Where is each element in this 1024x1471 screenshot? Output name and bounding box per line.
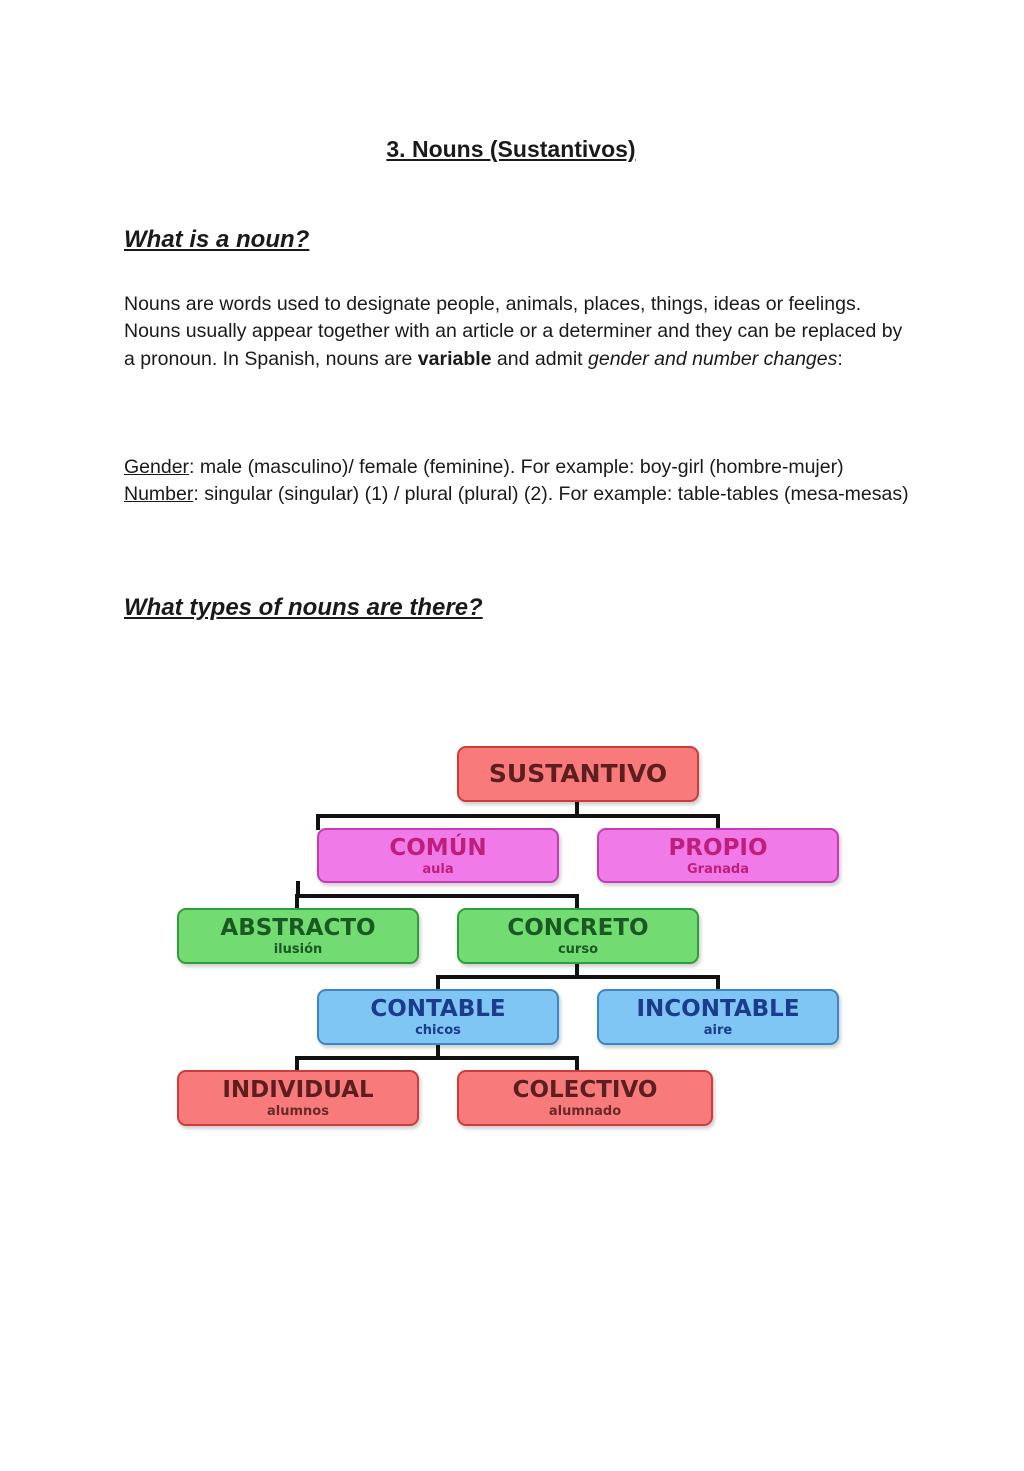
node-sustantivo [457, 746, 699, 802]
section-heading-what-is-a-noun: What is a noun? [124, 226, 310, 253]
node-comun [317, 828, 559, 883]
node-concreto-example: curso [557, 942, 599, 957]
node-concreto [457, 908, 699, 964]
gender-text: : male (masculino)/ female (feminine). For example: boy-girl (hombre-mujer) [189, 456, 844, 478]
section-heading-types-of-nouns: What types of nouns are there? [124, 594, 483, 621]
page-title: 3. Nouns (Sustantivos) [386, 136, 636, 162]
number-label: Number [124, 483, 194, 506]
intro-bold-variable: variable [417, 347, 492, 370]
noun-types-diagram [162, 732, 862, 1147]
node-incontable-label: INCONTABLE [636, 996, 800, 1022]
node-abstracto-example: ilusión [273, 942, 323, 957]
node-comun-example: aula [422, 862, 454, 877]
intro-paragraph [124, 291, 914, 373]
intro-text-part2: and admit [491, 347, 588, 370]
connector-contable [297, 1045, 577, 1070]
connector-concreto [438, 964, 718, 989]
connector-comun [297, 883, 577, 908]
node-colectivo [457, 1070, 713, 1126]
connector-sustantivo [318, 802, 718, 828]
node-contable-label: CONTABLE [370, 996, 506, 1022]
intro-italic-gender-number: gender and number changes [588, 347, 838, 370]
node-individual-label: INDIVIDUAL [222, 1077, 374, 1103]
node-individual [177, 1070, 419, 1126]
node-contable [317, 989, 559, 1045]
node-individual-example: alumnos [267, 1104, 329, 1119]
node-colectivo-label: COLECTIVO [512, 1077, 658, 1103]
node-incontable [597, 989, 839, 1045]
node-concreto-label: CONCRETO [507, 915, 649, 941]
node-propio [597, 828, 839, 883]
node-sustantivo-label: SUSTANTIVO [488, 759, 668, 788]
node-contable-example: chicos [415, 1023, 461, 1038]
node-abstracto [177, 908, 419, 964]
definitions-paragraph [124, 454, 914, 509]
gender-label: Gender [124, 456, 190, 478]
node-incontable-example: aire [703, 1023, 733, 1038]
node-propio-example: Granada [687, 862, 749, 877]
node-colectivo-example: alumnado [548, 1104, 622, 1119]
intro-text-part1: Nouns are words used to designate people, animals, places, things, ideas or feelings. Nouns usually appear together with an article or a determiner and they can be replaced by a pronoun. In Spanish, nouns are [124, 293, 903, 370]
node-propio-label: PROPIO [668, 835, 768, 861]
intro-text-end: : [837, 347, 843, 370]
node-comun-label: COMÚN [389, 835, 487, 861]
node-abstracto-label: ABSTRACTO [220, 915, 376, 941]
number-text: : singular (singular) (1) / plural (plural) (2). For example: table-tables (mesa-mesas) [193, 483, 909, 506]
